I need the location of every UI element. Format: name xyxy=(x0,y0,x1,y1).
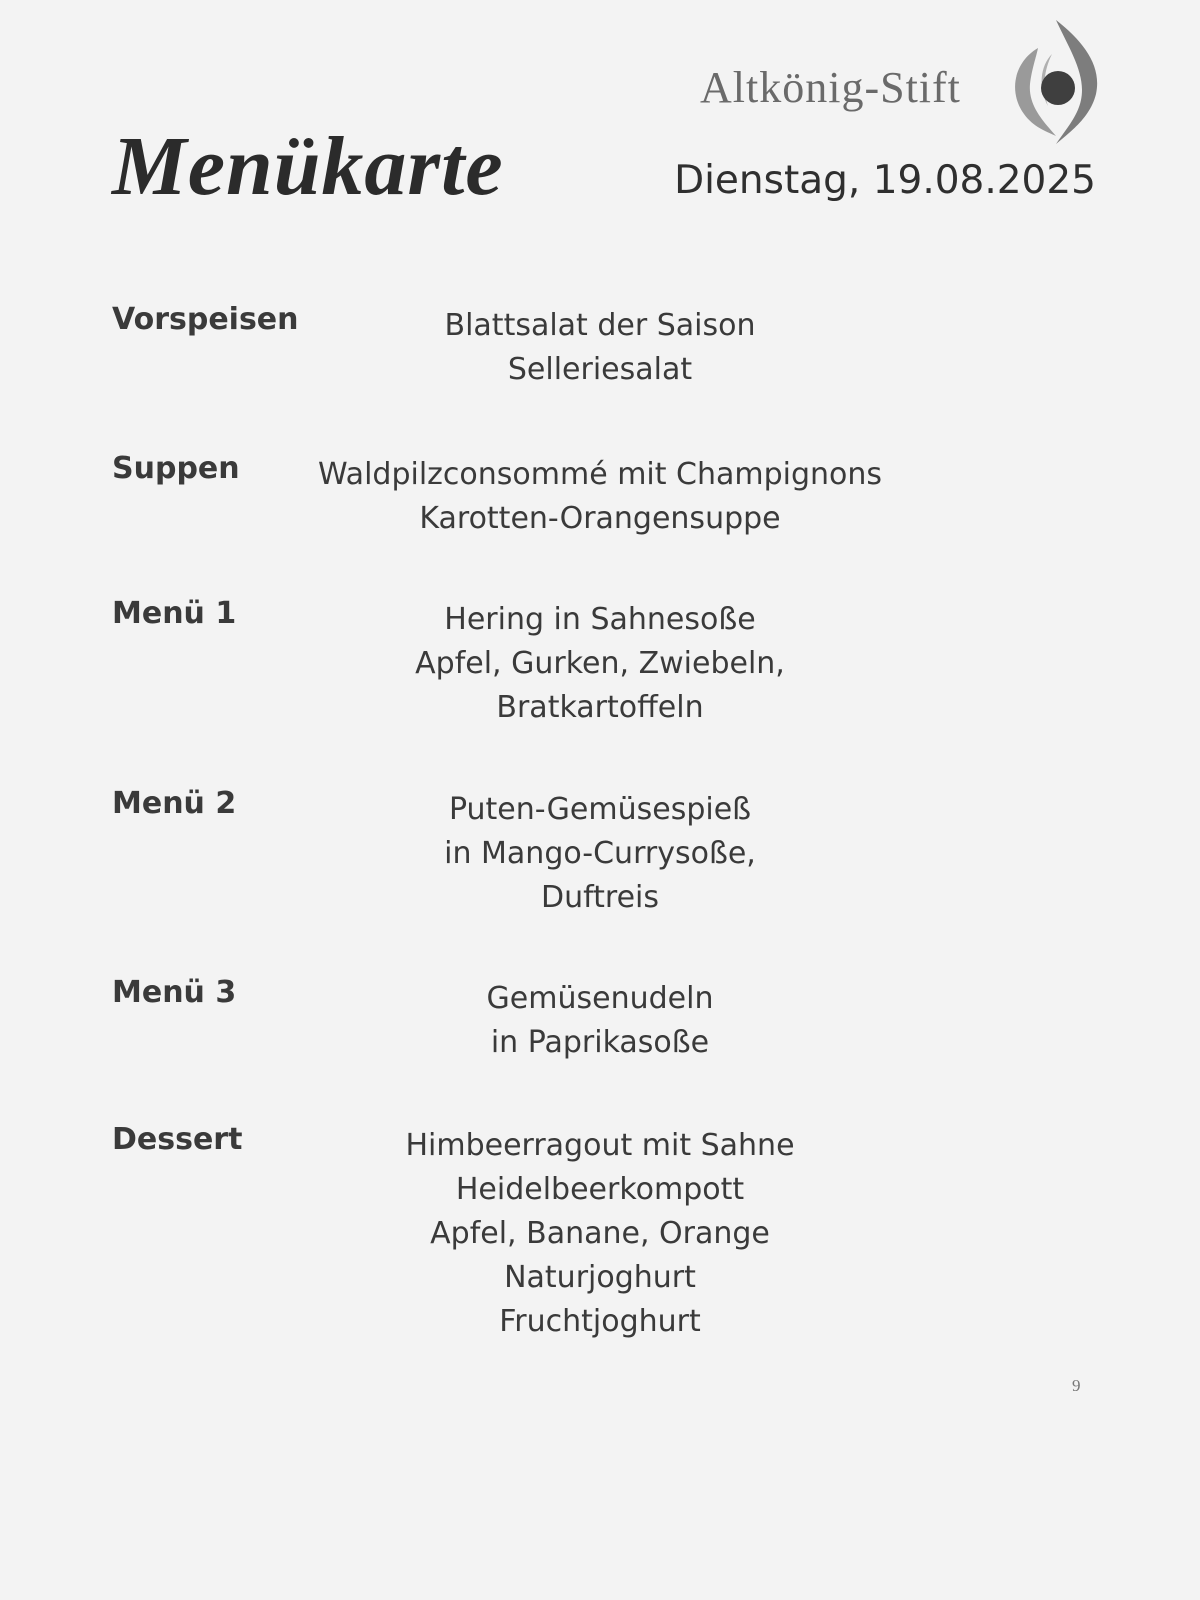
dish-list xyxy=(300,304,900,392)
dish-item: Waldpilzconsommé mit Champignons xyxy=(317,457,883,492)
section-label: Menü 1 xyxy=(112,596,237,631)
dish-item: Karotten-Orangensuppe xyxy=(419,501,781,536)
dish-item: Puten-Gemüsespieß xyxy=(448,792,752,827)
section-label: Menü 2 xyxy=(112,786,237,821)
dish-item: Heidelbeerkompott xyxy=(455,1172,745,1207)
dish-list xyxy=(300,1124,900,1344)
dish-item: Naturjoghurt xyxy=(504,1260,696,1295)
section-label: Dessert xyxy=(112,1122,243,1157)
dish-item: Hering in Sahnesoße xyxy=(444,602,756,637)
dish-list xyxy=(300,977,900,1065)
dish-item: Fruchtjoghurt xyxy=(499,1304,701,1339)
section-label: Menü 3 xyxy=(112,975,237,1010)
menu-date: Dienstag, 19.08.2025 xyxy=(674,158,1096,203)
section-label: Vorspeisen xyxy=(112,302,299,337)
dish-item: Gemüsenudeln xyxy=(486,981,714,1016)
page-title: Menükarte xyxy=(112,120,504,213)
dish-item: Blattsalat der Saison xyxy=(444,308,756,343)
dish-item: in Mango-Currysoße, xyxy=(444,836,756,871)
page-number: 9 xyxy=(1072,1376,1081,1395)
dish-item: Apfel, Banane, Orange xyxy=(430,1216,770,1251)
brand-name: Altkönig-Stift xyxy=(700,63,961,112)
dish-item: Himbeerragout mit Sahne xyxy=(405,1128,795,1163)
altkoenig-stift-logo-icon xyxy=(998,18,1114,146)
dish-list xyxy=(300,788,900,920)
dish-list xyxy=(300,598,900,730)
dish-item: Duftreis xyxy=(540,880,659,915)
dish-item: Apfel, Gurken, Zwiebeln, xyxy=(415,646,785,681)
dish-item: Bratkartoffeln xyxy=(496,690,704,725)
dish-item: Selleriesalat xyxy=(507,352,693,387)
section-label: Suppen xyxy=(112,451,240,486)
dish-list xyxy=(300,453,900,541)
dish-item: in Paprikasoße xyxy=(490,1025,710,1060)
